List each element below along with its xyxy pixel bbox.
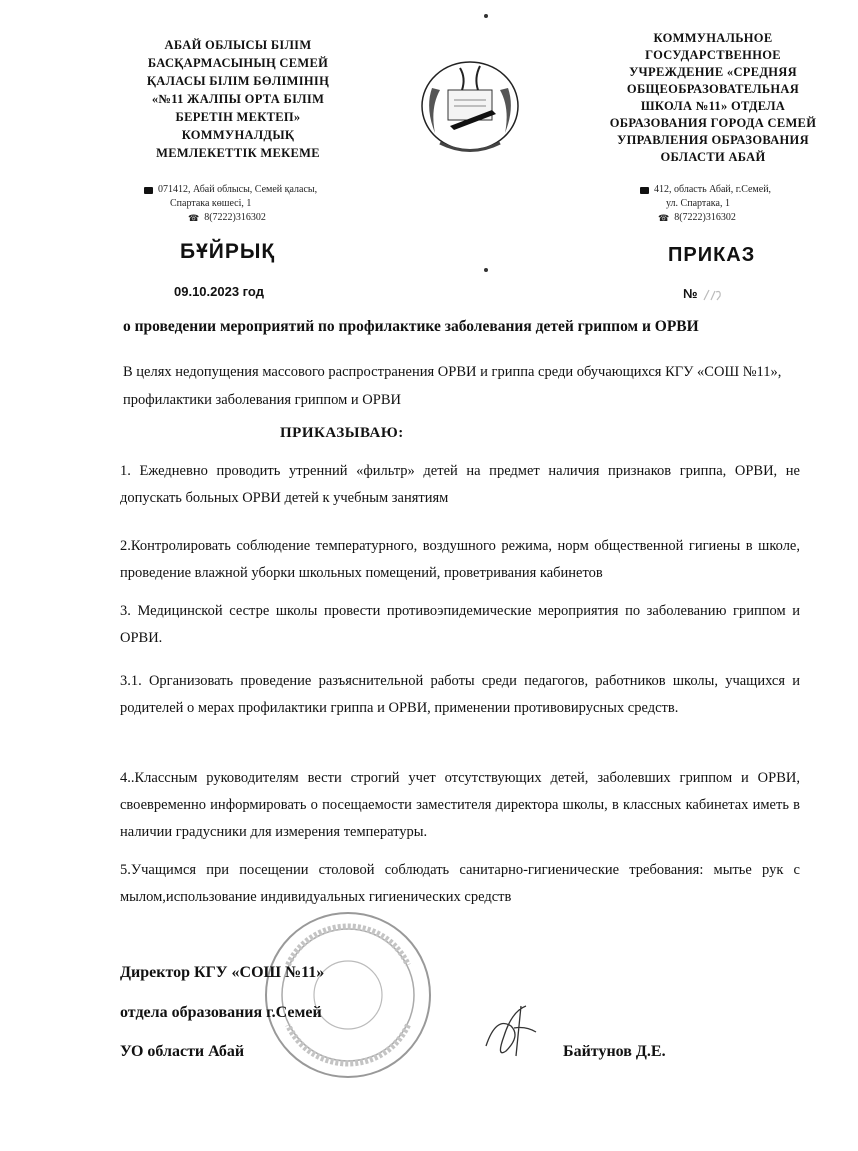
school-logo-emblem xyxy=(410,48,530,158)
order-item: 2.Контролировать соблюдение температурного, воздушного режима, норм общественной гигиены в школе, проведение влажной уборки школьных помещений, проветривания кабинетов xyxy=(120,538,800,581)
header-right-line: УЧРЕЖДЕНИЕ «СРЕДНЯЯ xyxy=(629,65,797,79)
header-left-line: БЕРЕТІН МЕКТЕП» xyxy=(175,110,301,124)
signatory-department: отдела образования г.Семей xyxy=(120,1004,322,1021)
header-right-line: ШКОЛА №11» ОТДЕЛА xyxy=(640,99,786,113)
signatory-name: Байтунов Д.Е. xyxy=(563,1043,666,1060)
address-kz-phone: 8(7222)316302 xyxy=(204,212,266,223)
address-ru-line: ул. Спартака, 1 xyxy=(666,198,730,209)
round-stamp xyxy=(258,905,438,1085)
signatory-region: УО области Абай xyxy=(120,1043,245,1060)
address-ru xyxy=(640,183,840,225)
address-ru-phone: 8(7222)316302 xyxy=(674,212,736,223)
header-right-line: УПРАВЛЕНИЯ ОБРАЗОВАНИЯ xyxy=(617,133,809,147)
order-item: 4..Классным руководителям вести строгий учет отсутствующих детей, заболевших гриппом и ОРВИ, своевременно информировать о посещаемости заместителя директора школы, в классных кабинетах иметь в наличии градусники для измерения температуры. xyxy=(120,770,800,840)
address-kz-line: Спартака көшесі, 1 xyxy=(170,198,252,209)
header-left-line: «№11 ЖАЛПЫ ОРТА БІЛІМ xyxy=(151,92,325,106)
header-right-line: ОБЛАСТИ АБАЙ xyxy=(660,150,766,164)
order-subject: о проведении мероприятий по профилактике заболевания детей гриппом и ОРВИ xyxy=(123,318,699,335)
envelope-icon xyxy=(640,187,649,194)
order-item: 3. Медицинской сестре школы провести противоэпидемические мероприятия по заболеванию гриппом и ОРВИ. xyxy=(120,603,800,646)
envelope-icon xyxy=(144,187,153,194)
signatory-title: Директор КГУ «СОШ №11» xyxy=(120,964,325,981)
order-item: 3.1. Организовать проведение разъяснительной работы среди педагогов, работников школы, учащихся и родителей о мерах профилактики гриппа и ОРВИ, применении противовирусных средств. xyxy=(120,673,800,716)
order-number xyxy=(683,286,725,302)
scan-dot xyxy=(484,14,488,18)
address-ru-line: 412, область Абай, г.Семей, xyxy=(654,184,772,195)
order-date: 09.10.2023 год xyxy=(174,284,264,299)
header-right-line: КОММУНАЛЬНОЕ xyxy=(653,31,773,45)
address-kz-line: 071412, Абай облысы, Семей қаласы, xyxy=(158,184,318,195)
header-left-kz xyxy=(118,36,358,162)
number-prefix: № xyxy=(683,286,698,301)
header-left-line: ҚАЛАСЫ БІЛІМ БӨЛІМІНІҢ xyxy=(146,74,330,88)
address-kz xyxy=(144,183,374,225)
order-intro: В целях недопущения массового распространения ОРВИ и гриппа среди обучающихся КГУ «СОШ №11», профилактики заболевания гриппом и ОРВИ xyxy=(123,364,782,408)
order-title-kz: БҰЙРЫҚ xyxy=(180,240,276,263)
header-right-line: ОБЩЕОБРАЗОВАТЕЛЬНАЯ xyxy=(626,82,800,96)
phone-icon: ☎ xyxy=(658,213,670,223)
header-right-line: ГОСУДАРСТВЕННОЕ xyxy=(645,48,781,62)
header-left-line: МЕМЛЕКЕТТІК МЕКЕМЕ xyxy=(156,146,320,160)
handwritten-number xyxy=(701,288,725,302)
handwritten-signature xyxy=(476,996,546,1066)
scan-dot xyxy=(484,268,488,272)
order-title-ru: ПРИКАЗ xyxy=(668,244,756,266)
order-item: 1. Ежедневно проводить утренний «фильтр» детей на предмет наличия признаков гриппа, ОРВИ, не допускать больных ОРВИ детей к учебным занятиям xyxy=(120,463,800,506)
phone-icon: ☎ xyxy=(188,213,200,223)
order-command: ПРИКАЗЫВАЮ: xyxy=(280,425,404,441)
header-left-line: КОММУНАЛДЫҚ xyxy=(181,128,295,142)
header-right-line: ОБРАЗОВАНИЯ ГОРОДА СЕМЕЙ xyxy=(609,116,817,130)
header-right-ru xyxy=(588,30,838,166)
header-left-line: АБАЙ ОБЛЫСЫ БІЛІМ xyxy=(164,38,312,52)
order-item: 5.Учащимся при посещении столовой соблюдать санитарно-гигиенические требования: мытье рук с мылом,использование индивидуальных гигиенических средств xyxy=(120,862,800,905)
header-left-line: БАСҚАРМАСЫНЫҢ СЕМЕЙ xyxy=(147,56,329,70)
